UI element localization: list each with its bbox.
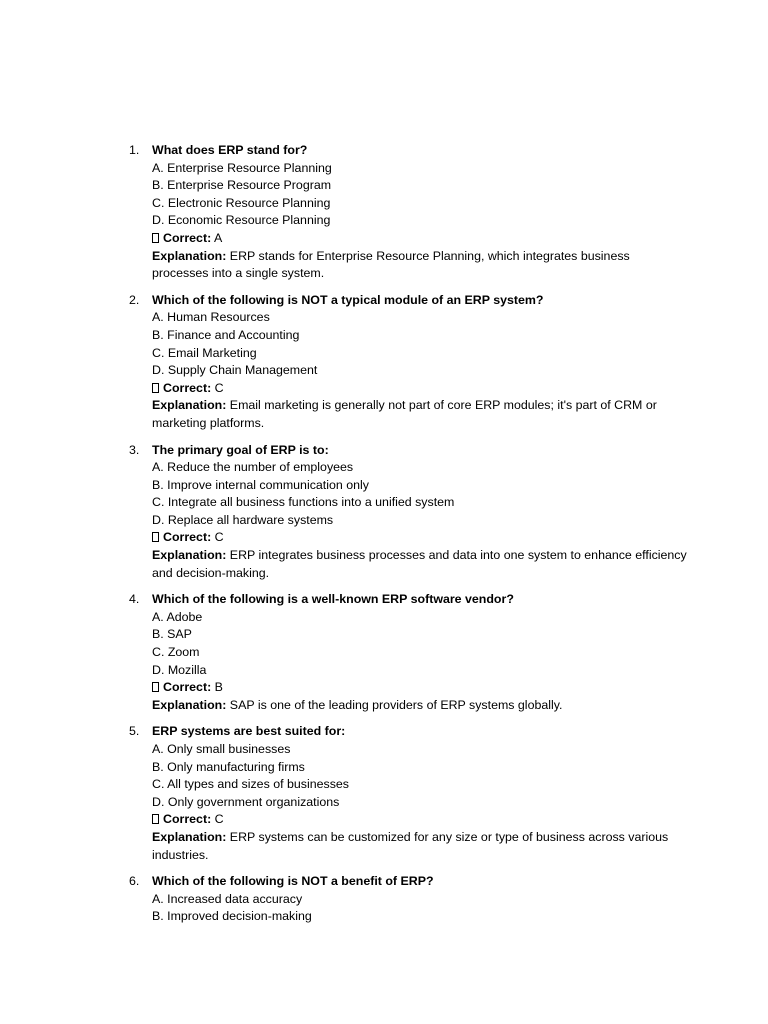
correct-label: Correct: — [163, 230, 212, 245]
answer-option: B. Only manufacturing firms — [152, 759, 305, 774]
explanation-text: ERP systems can be customized for any size or type of business across various industries. — [152, 829, 669, 862]
check-icon — [152, 532, 159, 542]
answer-option: A. Adobe — [152, 609, 203, 624]
answer-option: A. Reduce the number of employees — [152, 460, 354, 475]
explanation-label: Explanation: — [152, 697, 227, 712]
answer-option: B. Enterprise Resource Program — [152, 178, 332, 193]
answer-option: C. Zoom — [152, 645, 200, 660]
question-number: 5. — [129, 724, 140, 739]
correct-label: Correct: — [163, 530, 212, 545]
answer-option: D. Replace all hardware systems — [152, 512, 334, 527]
explanation — [152, 697, 688, 715]
answer-option: C. Email Marketing — [152, 345, 257, 360]
question-number: 3. — [129, 442, 140, 457]
answer-option: A. Enterprise Resource Planning — [152, 160, 332, 175]
explanation-label: Explanation: — [152, 398, 227, 413]
question-item — [128, 873, 688, 926]
question-text: Which of the following is a well-known ERP software vendor? — [152, 592, 514, 607]
question-item — [128, 142, 688, 283]
answer-option: C. All types and sizes of businesses — [152, 777, 349, 792]
explanation-label: Explanation: — [152, 548, 227, 563]
answer-option: B. Improved decision-making — [152, 909, 312, 924]
explanation — [152, 248, 688, 283]
explanation — [152, 829, 688, 864]
explanation-text: Email marketing is generally not part of core ERP modules; it's part of CRM or marketing platforms. — [152, 398, 657, 430]
answer-option: D. Mozilla — [152, 662, 207, 677]
answer-option: C. Integrate all business functions into a unified system — [152, 495, 455, 510]
answer-option: A. Human Resources — [152, 310, 270, 325]
correct-answer-line — [152, 529, 688, 547]
explanation-label: Explanation: — [152, 829, 227, 844]
question-item — [128, 723, 688, 864]
question-number: 4. — [129, 592, 140, 607]
explanation-text: ERP integrates business processes and data into one system to enhance efficiency and decision-making. — [152, 548, 687, 580]
correct-answer-line — [152, 811, 688, 829]
question-number: 2. — [129, 292, 140, 307]
correct-value: C — [211, 812, 224, 827]
question-text: What does ERP stand for? — [152, 143, 308, 157]
answer-option: D. Supply Chain Management — [152, 363, 318, 378]
question-number: 6. — [129, 874, 140, 889]
check-icon — [152, 383, 159, 393]
answer-option: A. Only small businesses — [152, 742, 291, 756]
question-list — [128, 142, 688, 935]
question-item — [128, 591, 688, 714]
question-item — [128, 442, 688, 583]
correct-value: C — [211, 380, 224, 395]
correct-answer-line — [152, 230, 688, 248]
correct-label: Correct: — [163, 812, 212, 827]
answer-option: C. Electronic Resource Planning — [152, 195, 331, 210]
correct-value: B — [211, 680, 223, 695]
correct-answer-line — [152, 679, 688, 697]
explanation-text: ERP stands for Enterprise Resource Planning, which integrates business processes into a single system. — [152, 248, 630, 281]
correct-value: A — [211, 230, 223, 245]
question-text: Which of the following is NOT a benefit of ERP? — [152, 874, 434, 889]
correct-label: Correct: — [163, 380, 212, 395]
check-icon — [152, 233, 159, 243]
question-number: 1. — [129, 143, 140, 157]
answer-option: B. SAP — [152, 627, 192, 642]
question-text: The primary goal of ERP is to: — [152, 442, 329, 457]
correct-value: C — [211, 530, 224, 545]
answer-option: D. Economic Resource Planning — [152, 213, 331, 228]
explanation-text: SAP is one of the leading providers of ERP systems globally. — [226, 697, 563, 712]
explanation — [152, 547, 688, 582]
answer-option: D. Only government organizations — [152, 794, 340, 809]
answer-option: B. Finance and Accounting — [152, 327, 300, 342]
correct-label: Correct: — [163, 680, 212, 695]
check-icon — [152, 682, 159, 692]
explanation-label: Explanation: — [152, 248, 227, 263]
answer-option: A. Increased data accuracy — [152, 891, 303, 906]
answer-option: B. Improve internal communication only — [152, 477, 369, 492]
check-icon — [152, 814, 159, 824]
question-text: Which of the following is NOT a typical module of an ERP system? — [152, 292, 544, 307]
question-item — [128, 292, 688, 433]
correct-answer-line — [152, 380, 688, 398]
explanation — [152, 397, 688, 432]
question-text: ERP systems are best suited for: — [152, 724, 346, 739]
